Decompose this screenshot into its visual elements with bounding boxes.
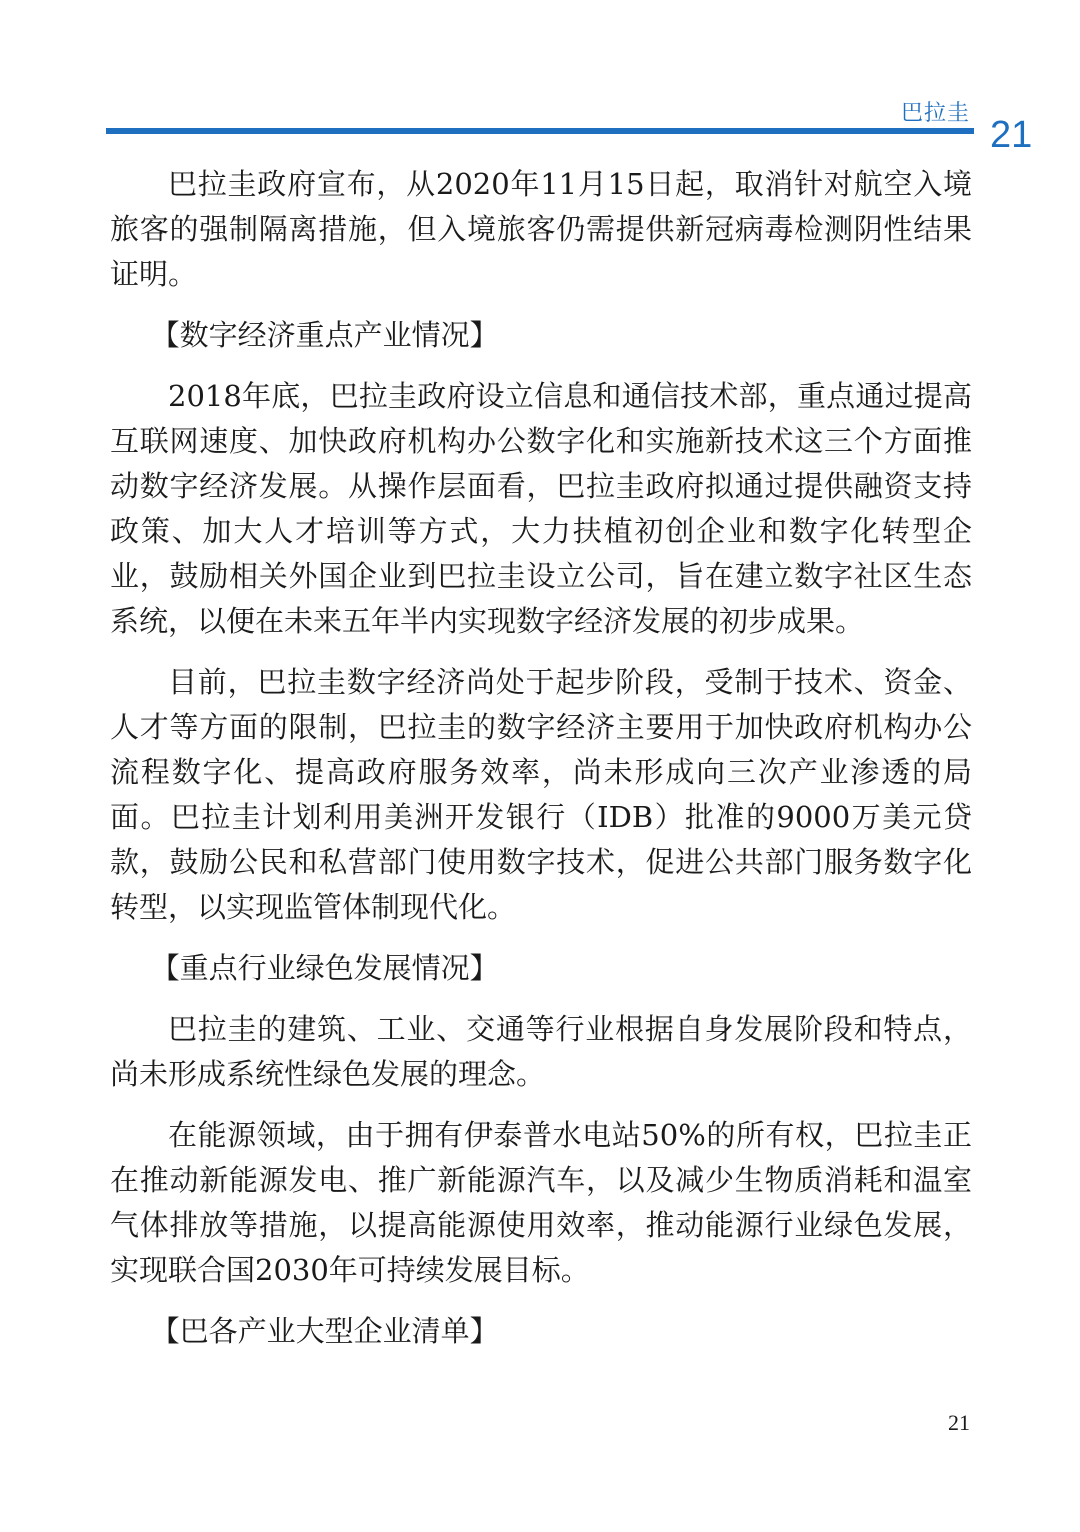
paragraph-ict-ministry: 2018年底，巴拉圭政府设立信息和通信技术部，重点通过提高互联网速度、加快政府机构办公数字化和实施新技术这三个方面推动数字经济发展。从操作层面看，巴拉圭政府拟通过提供融资支持政策、加大人才培训等方式，大力扶植初创企业和数字化转型企业，鼓励相关外国企业到巴拉圭设立公司，旨在建立数字社区生态系统，以便在未来五年半内实现数字经济发展的初步成果。	[110, 379, 972, 638]
heading-enterprise-list: 【巴各产业大型企业清单】	[150, 1314, 499, 1348]
paragraph-industries: 巴拉圭的建筑、工业、交通等行业根据自身发展阶段和特点，尚未形成系统性绿色发展的理念。	[110, 1012, 972, 1091]
paragraph-digital-status: 目前，巴拉圭数字经济尚处于起步阶段，受制于技术、资金、人才等方面的限制，巴拉圭的数字经济主要用于加快政府机构办公流程数字化、提高政府服务效率，尚未形成向三次产业渗透的局面。巴拉圭计划利用美洲开发银行（IDB）批准的9000万美元贷款，鼓励公民和私营部门使用数字技术，促进公共部门服务数字化转型，以实现监管体制现代化。	[110, 665, 972, 924]
heading-green-development: 【重点行业绿色发展情况】	[150, 951, 499, 985]
body-text	[110, 162, 972, 1370]
paragraph-energy: 在能源领域，由于拥有伊泰普水电站50%的所有权，巴拉圭正在推动新能源发电、推广新能源汽车，以及减少生物质消耗和温室气体排放等措施，以提高能源使用效率，推动能源行业绿色发展，实现联合国2030年可持续发展目标。	[110, 1118, 972, 1287]
header-rule	[106, 128, 974, 134]
header-page-number: 21	[990, 114, 1033, 156]
footer-page-number: 21	[948, 1410, 970, 1435]
heading-digital-economy: 【数字经济重点产业情况】	[150, 318, 499, 352]
paragraph-quarantine: 巴拉圭政府宣布，从2020年11月15日起，取消针对航空入境旅客的强制隔离措施，但入境旅客仍需提供新冠病毒检测阴性结果证明。	[110, 167, 972, 291]
running-header-title: 巴拉圭	[900, 101, 970, 126]
